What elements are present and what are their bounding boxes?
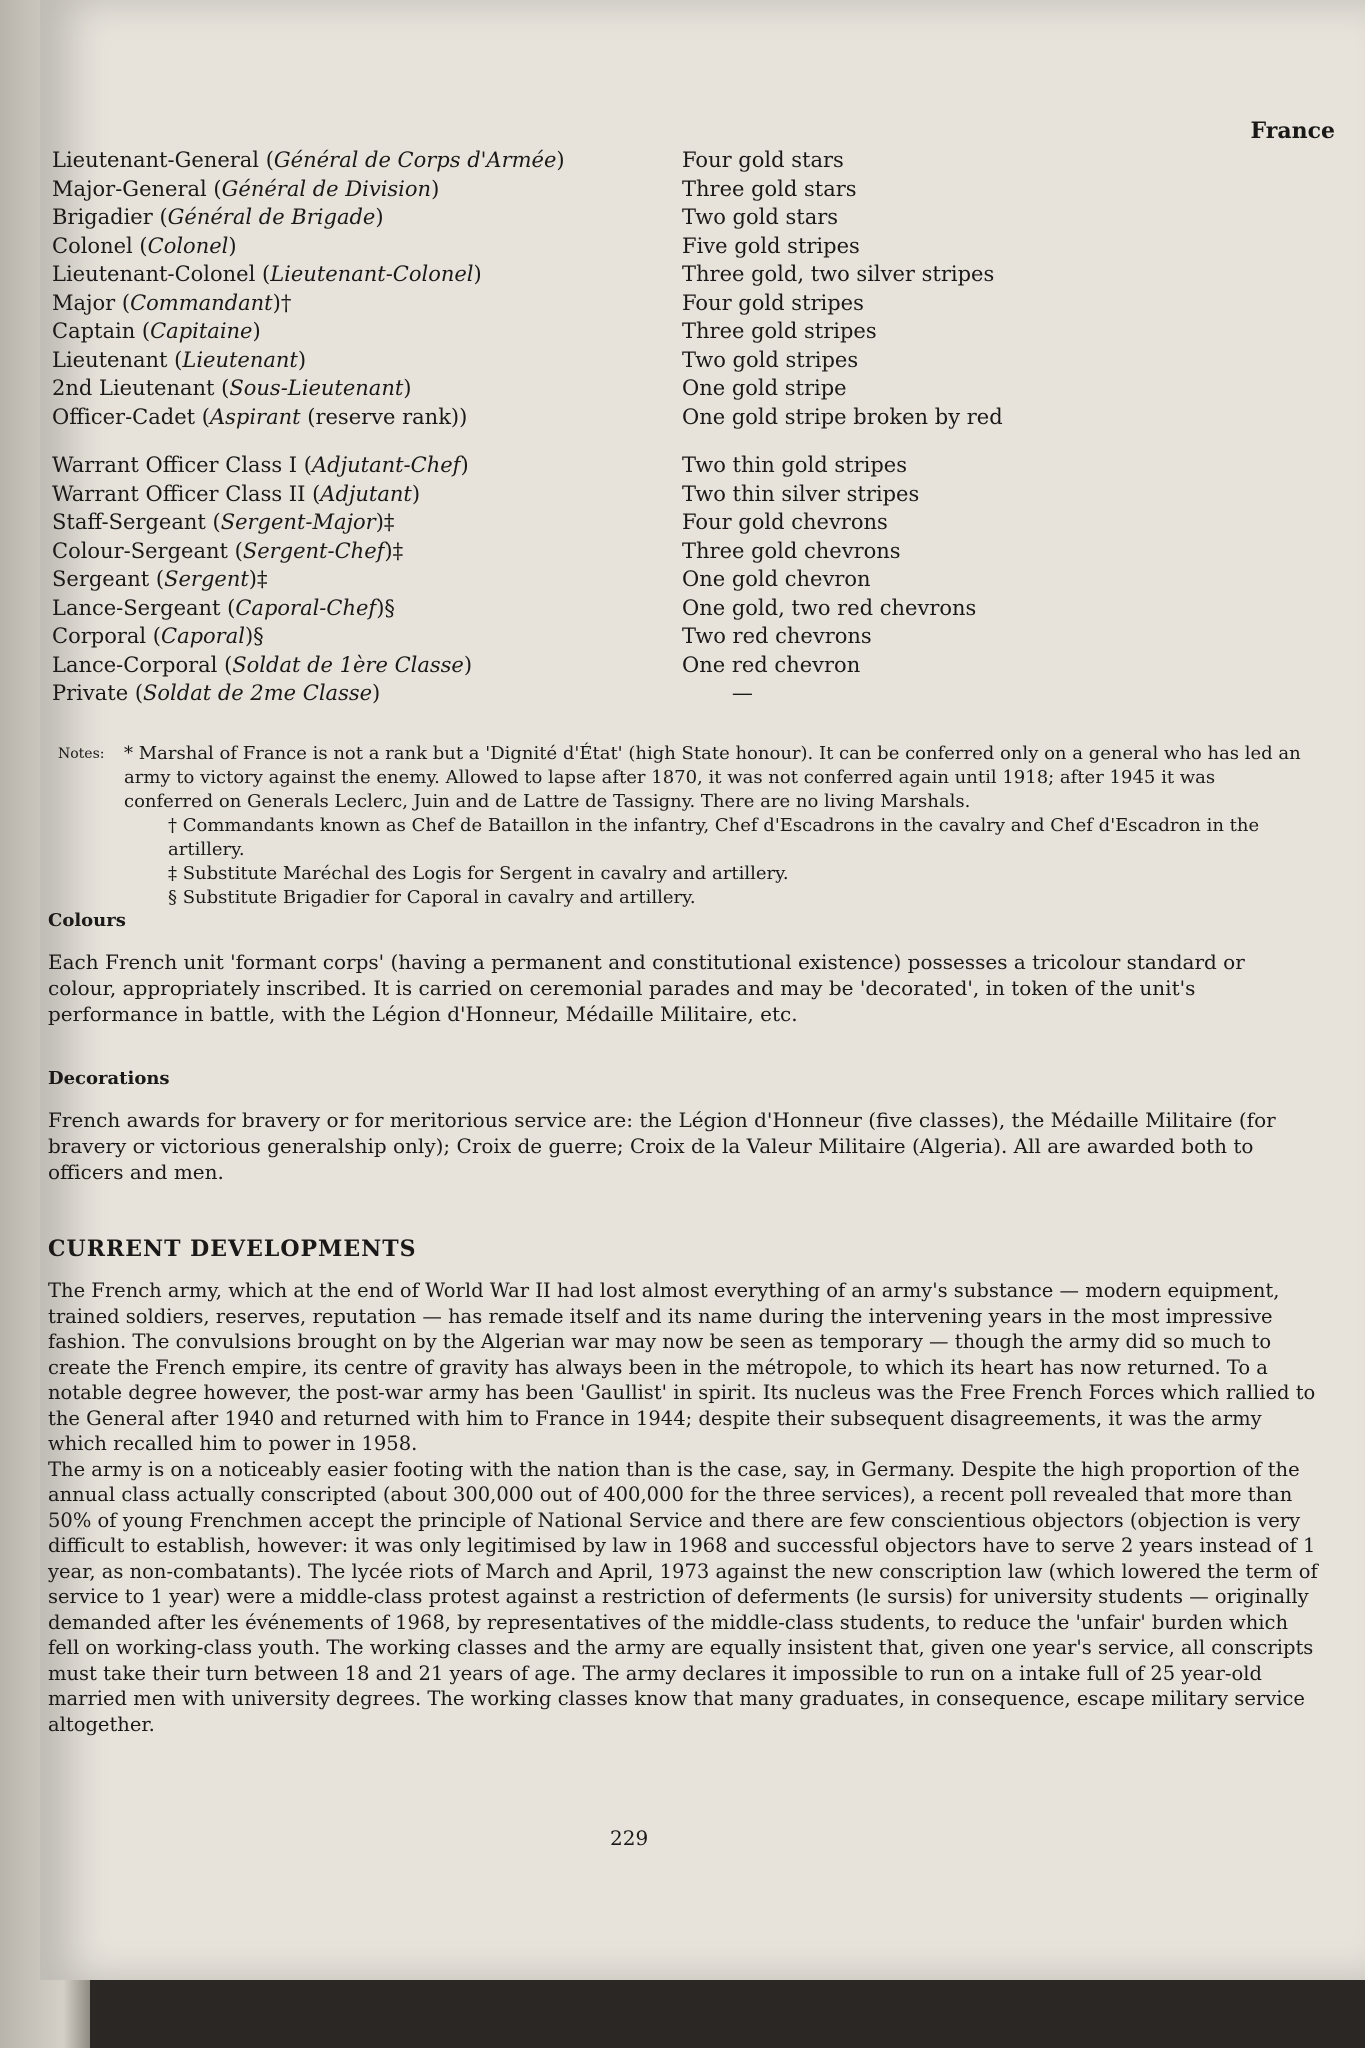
rank-english-name: Brigadier xyxy=(52,205,153,229)
rank-english-name: Lieutenant-Colonel xyxy=(52,262,256,286)
rank-english: Warrant Officer Class I (Adjutant-Chef) xyxy=(52,453,469,477)
rank-suffix: § xyxy=(253,624,264,648)
other-ranks xyxy=(52,451,1332,708)
rank-suffix: ‡ xyxy=(392,538,404,563)
rank-row xyxy=(52,537,1332,566)
officer-ranks xyxy=(52,146,1332,431)
notes xyxy=(58,742,1303,910)
rank-insignia: Three gold stripes xyxy=(682,319,877,343)
rank-row xyxy=(52,203,1332,232)
rank-english: Lieutenant (Lieutenant) xyxy=(52,347,307,372)
rank-insignia: Four gold stripes xyxy=(682,290,864,315)
rank-french-name: Lieutenant-Colonel xyxy=(270,262,474,286)
rank-row xyxy=(52,260,1332,289)
rank-insignia: — xyxy=(731,681,753,705)
rank-english: Lance-Sergeant (Caporal-Chef)§ xyxy=(52,595,395,620)
rank-english: Captain (Capitaine) xyxy=(52,319,261,343)
note-star: * Marshal of France is not a rank but a 'Dignité d'État' (high State honour). It can be conferred only on a general who has led an army to victory against the enemy. Allowed to lapse after 1870, it was not conferred again until 1918; after 1945 it was conferred on Generals Leclerc, Juin and de Lattre de Tassigny. There are no living Marshals. xyxy=(124,743,1301,812)
rank-french-name: Général de Division xyxy=(221,176,432,201)
rank-insignia: One gold chevron xyxy=(682,567,871,591)
rank-insignia: Two gold stripes xyxy=(682,347,859,372)
page-number: 229 xyxy=(610,1826,649,1850)
colours-heading: Colours xyxy=(48,910,126,931)
colours-section xyxy=(48,910,1318,1027)
rank-french-name: Caporal-Chef xyxy=(235,595,377,620)
rank-row xyxy=(52,374,1332,403)
rank-english-name: Major-General xyxy=(52,176,207,201)
rank-english: Major-General (Général de Division) xyxy=(52,176,440,201)
rank-french-name: Sous-Lieutenant xyxy=(229,376,404,400)
rank-table xyxy=(52,146,1332,708)
rank-english-name: Warrant Officer Class II xyxy=(52,481,306,506)
rank-row xyxy=(52,317,1332,346)
rank-english-name: Warrant Officer Class I xyxy=(52,453,298,477)
rank-row xyxy=(52,594,1332,623)
rank-french-name: Adjutant-Chef xyxy=(311,453,461,477)
rank-english-name: Major xyxy=(52,290,116,315)
rank-french-name: Commandant xyxy=(130,290,273,315)
rank-suffix: § xyxy=(384,595,395,620)
rank-insignia: Five gold stripes xyxy=(682,233,860,258)
running-head: France xyxy=(1250,118,1335,144)
rank-english-name: Sergeant xyxy=(52,567,150,591)
rank-english: Colonel (Colonel) xyxy=(52,233,237,258)
rank-insignia: One gold stripe broken by red xyxy=(682,404,1003,429)
rank-french-name: Général de Corps d'Armée xyxy=(273,148,557,172)
rank-row xyxy=(52,175,1332,204)
rank-insignia: Three gold, two silver stripes xyxy=(682,262,995,286)
rank-suffix: ‡ xyxy=(383,510,395,534)
current-paragraph-2: The army is on a noticeably easier footing with the nation than is the case, say, in Germany. Despite the high proportion of the annual class actually conscripted (about 300,000 out of 400,000 for the three services), a recent poll revealed that more than 50% of young Frenchmen accept the principle of National Service and there are few conscientious objectors (objection is very difficult to establish, however: it was only legitimised by law in 1968 and successful objectors have to serve 2 years instead of 1 year, as non-combatants). The lycée riots of March and April, 1973 against the new conscription law (which lowered the term of service to 1 year) were a middle-class protest against a restriction of deferments (le sursis) for university students — originally demanded after les événements of 1968, by representatives of the middle-class students, to reduce the 'unfair' burden which fell on working-class youth. The working classes and the army are equally insistent that, given one year's service, all conscripts must take their turn between 18 and 21 years of age. The army declares it impossible to run on a intake full of 25 year-old married men with university degrees. The working classes know that many graduates, in consequence, escape military service altogether. xyxy=(48,1457,1318,1736)
rank-english-name: Lance-Corporal xyxy=(52,652,218,677)
rank-insignia: Three gold chevrons xyxy=(682,538,901,563)
rank-english: Staff-Sergeant (Sergent-Major)‡ xyxy=(52,510,395,534)
rank-english-name: Officer-Cadet xyxy=(52,404,196,429)
rank-english: Private (Soldat de 2me Classe) xyxy=(52,681,381,705)
rank-english-name: Corporal xyxy=(52,624,147,648)
rank-english: 2nd Lieutenant (Sous-Lieutenant) xyxy=(52,376,412,400)
rank-insignia: Two red chevrons xyxy=(682,624,872,648)
rank-insignia: One gold, two red chevrons xyxy=(682,595,977,620)
rank-suffix: (reserve rank)) xyxy=(300,404,468,429)
rank-french-name: Sergent xyxy=(164,567,249,591)
rank-french-name: Colonel xyxy=(147,233,229,258)
rank-row xyxy=(52,679,1332,708)
current-heading: CURRENT DEVELOPMENTS xyxy=(48,1236,417,1262)
rank-english-name: Colonel xyxy=(52,233,133,258)
current-paragraph-1: The French army, which at the end of World War II had lost almost everything of an army's substance — modern equipment, trained soldiers, reserves, reputation — has remade itself and its name during the intervening years in the most impressive fashion. The convulsions brought on by the Algerian war may now be seen as temporary — though the army did so much to create the French empire, its centre of gravity has always been in the métropole, to which its heart has now returned. To a notable degree however, the post-war army has been 'Gaullist' in spirit. Its nucleus was the Free French Forces which rallied to the General after 1940 and returned with him to France in 1944; despite their subsequent disagreements, it was the army which recalled him to power in 1958. xyxy=(48,1279,1316,1455)
rank-english: Lieutenant-Colonel (Lieutenant-Colonel) xyxy=(52,262,482,286)
rank-insignia: Two thin silver stripes xyxy=(682,481,920,506)
decorations-heading: Decorations xyxy=(48,1068,170,1089)
rank-english-name: Private xyxy=(52,681,129,705)
rank-insignia: Two gold stars xyxy=(682,205,839,229)
rank-english: Brigadier (Général de Brigade) xyxy=(52,205,384,229)
rank-french-name: Aspirant xyxy=(209,404,301,429)
rank-row xyxy=(52,622,1332,651)
rank-french-name: Sergent-Chef xyxy=(242,538,385,563)
rank-french-name: Lieutenant xyxy=(182,347,298,372)
rank-row xyxy=(52,480,1332,509)
book-page xyxy=(40,0,1365,1980)
rank-english-name: Staff-Sergeant xyxy=(52,510,206,534)
rank-insignia: One gold stripe xyxy=(682,376,847,400)
rank-french-name: Capitaine xyxy=(150,319,253,343)
rank-row xyxy=(52,508,1332,537)
rank-english: Officer-Cadet (Aspirant (reserve rank)) xyxy=(52,404,468,429)
rank-french-name: Adjutant xyxy=(320,481,412,506)
rank-insignia: Four gold chevrons xyxy=(682,510,888,534)
rank-insignia: Three gold stars xyxy=(682,176,857,201)
rank-row xyxy=(52,403,1332,432)
rank-english: Major (Commandant)† xyxy=(52,290,292,315)
rank-row xyxy=(52,232,1332,261)
colours-text: Each French unit 'formant corps' (having a permanent and constitutional existence) possesses a tricolour standard or colour, appropriately inscribed. It is carried on ceremonial parades and may be 'decorated', in token of the unit's performance in battle, with the Légion d'Honneur, Médaille Militaire, etc. xyxy=(48,950,1245,1026)
rank-row xyxy=(52,346,1332,375)
rank-suffix: ‡ xyxy=(256,567,268,591)
rank-suffix: † xyxy=(280,290,292,315)
rank-english: Sergeant (Sergent)‡ xyxy=(52,567,268,591)
rank-english: Lance-Corporal (Soldat de 1ère Classe) xyxy=(52,652,473,677)
notes-label: Notes: xyxy=(58,746,105,762)
current-developments xyxy=(48,1236,1318,1737)
rank-french-name: Soldat de 1ère Classe xyxy=(232,652,464,677)
rank-insignia: One red chevron xyxy=(682,652,861,677)
rank-row xyxy=(52,565,1332,594)
rank-french-name: Sergent-Major xyxy=(220,510,376,534)
note-double-dagger: ‡ Substitute Maréchal des Logis for Sergent in cavalry and artillery. xyxy=(168,863,789,884)
rank-english-name: Colour-Sergeant xyxy=(52,538,228,563)
rank-row xyxy=(52,289,1332,318)
rank-english-name: Captain xyxy=(52,319,136,343)
note-dagger: † Commandants known as Chef de Bataillon in the infantry, Chef d'Escadrons in the cavalry and Chef d'Escadron in the artillery. xyxy=(168,815,1260,860)
rank-english: Warrant Officer Class II (Adjutant) xyxy=(52,481,421,506)
rank-english-name: Lance-Sergeant xyxy=(52,595,221,620)
note-section: § Substitute Brigadier for Caporal in cavalry and artillery. xyxy=(168,887,696,908)
rank-english-name: Lieutenant-General xyxy=(52,148,260,172)
rank-french-name: Soldat de 2me Classe xyxy=(143,681,373,705)
rank-english: Colour-Sergeant (Sergent-Chef)‡ xyxy=(52,538,404,563)
rank-french-name: Caporal xyxy=(161,624,245,648)
decorations-text: French awards for bravery or for meritorious service are: the Légion d'Honneur (five classes), the Médaille Militaire (for bravery or victorious generalship only); Croix de guerre; Croix de la Valeur Militaire (Algeria). All are awarded both to officers and men. xyxy=(48,1108,1276,1184)
rank-row xyxy=(52,451,1332,480)
rank-row xyxy=(52,146,1332,175)
decorations-section xyxy=(48,1068,1318,1185)
rank-english-name: 2nd Lieutenant xyxy=(52,376,215,400)
rank-insignia: Four gold stars xyxy=(682,148,844,172)
rank-english: Corporal (Caporal)§ xyxy=(52,624,264,648)
rank-french-name: Général de Brigade xyxy=(167,205,376,229)
rank-english: Lieutenant-General (Général de Corps d'Armée) xyxy=(52,148,565,172)
rank-english-name: Lieutenant xyxy=(52,347,168,372)
rank-insignia: Two thin gold stripes xyxy=(682,453,907,477)
rank-row xyxy=(52,651,1332,680)
